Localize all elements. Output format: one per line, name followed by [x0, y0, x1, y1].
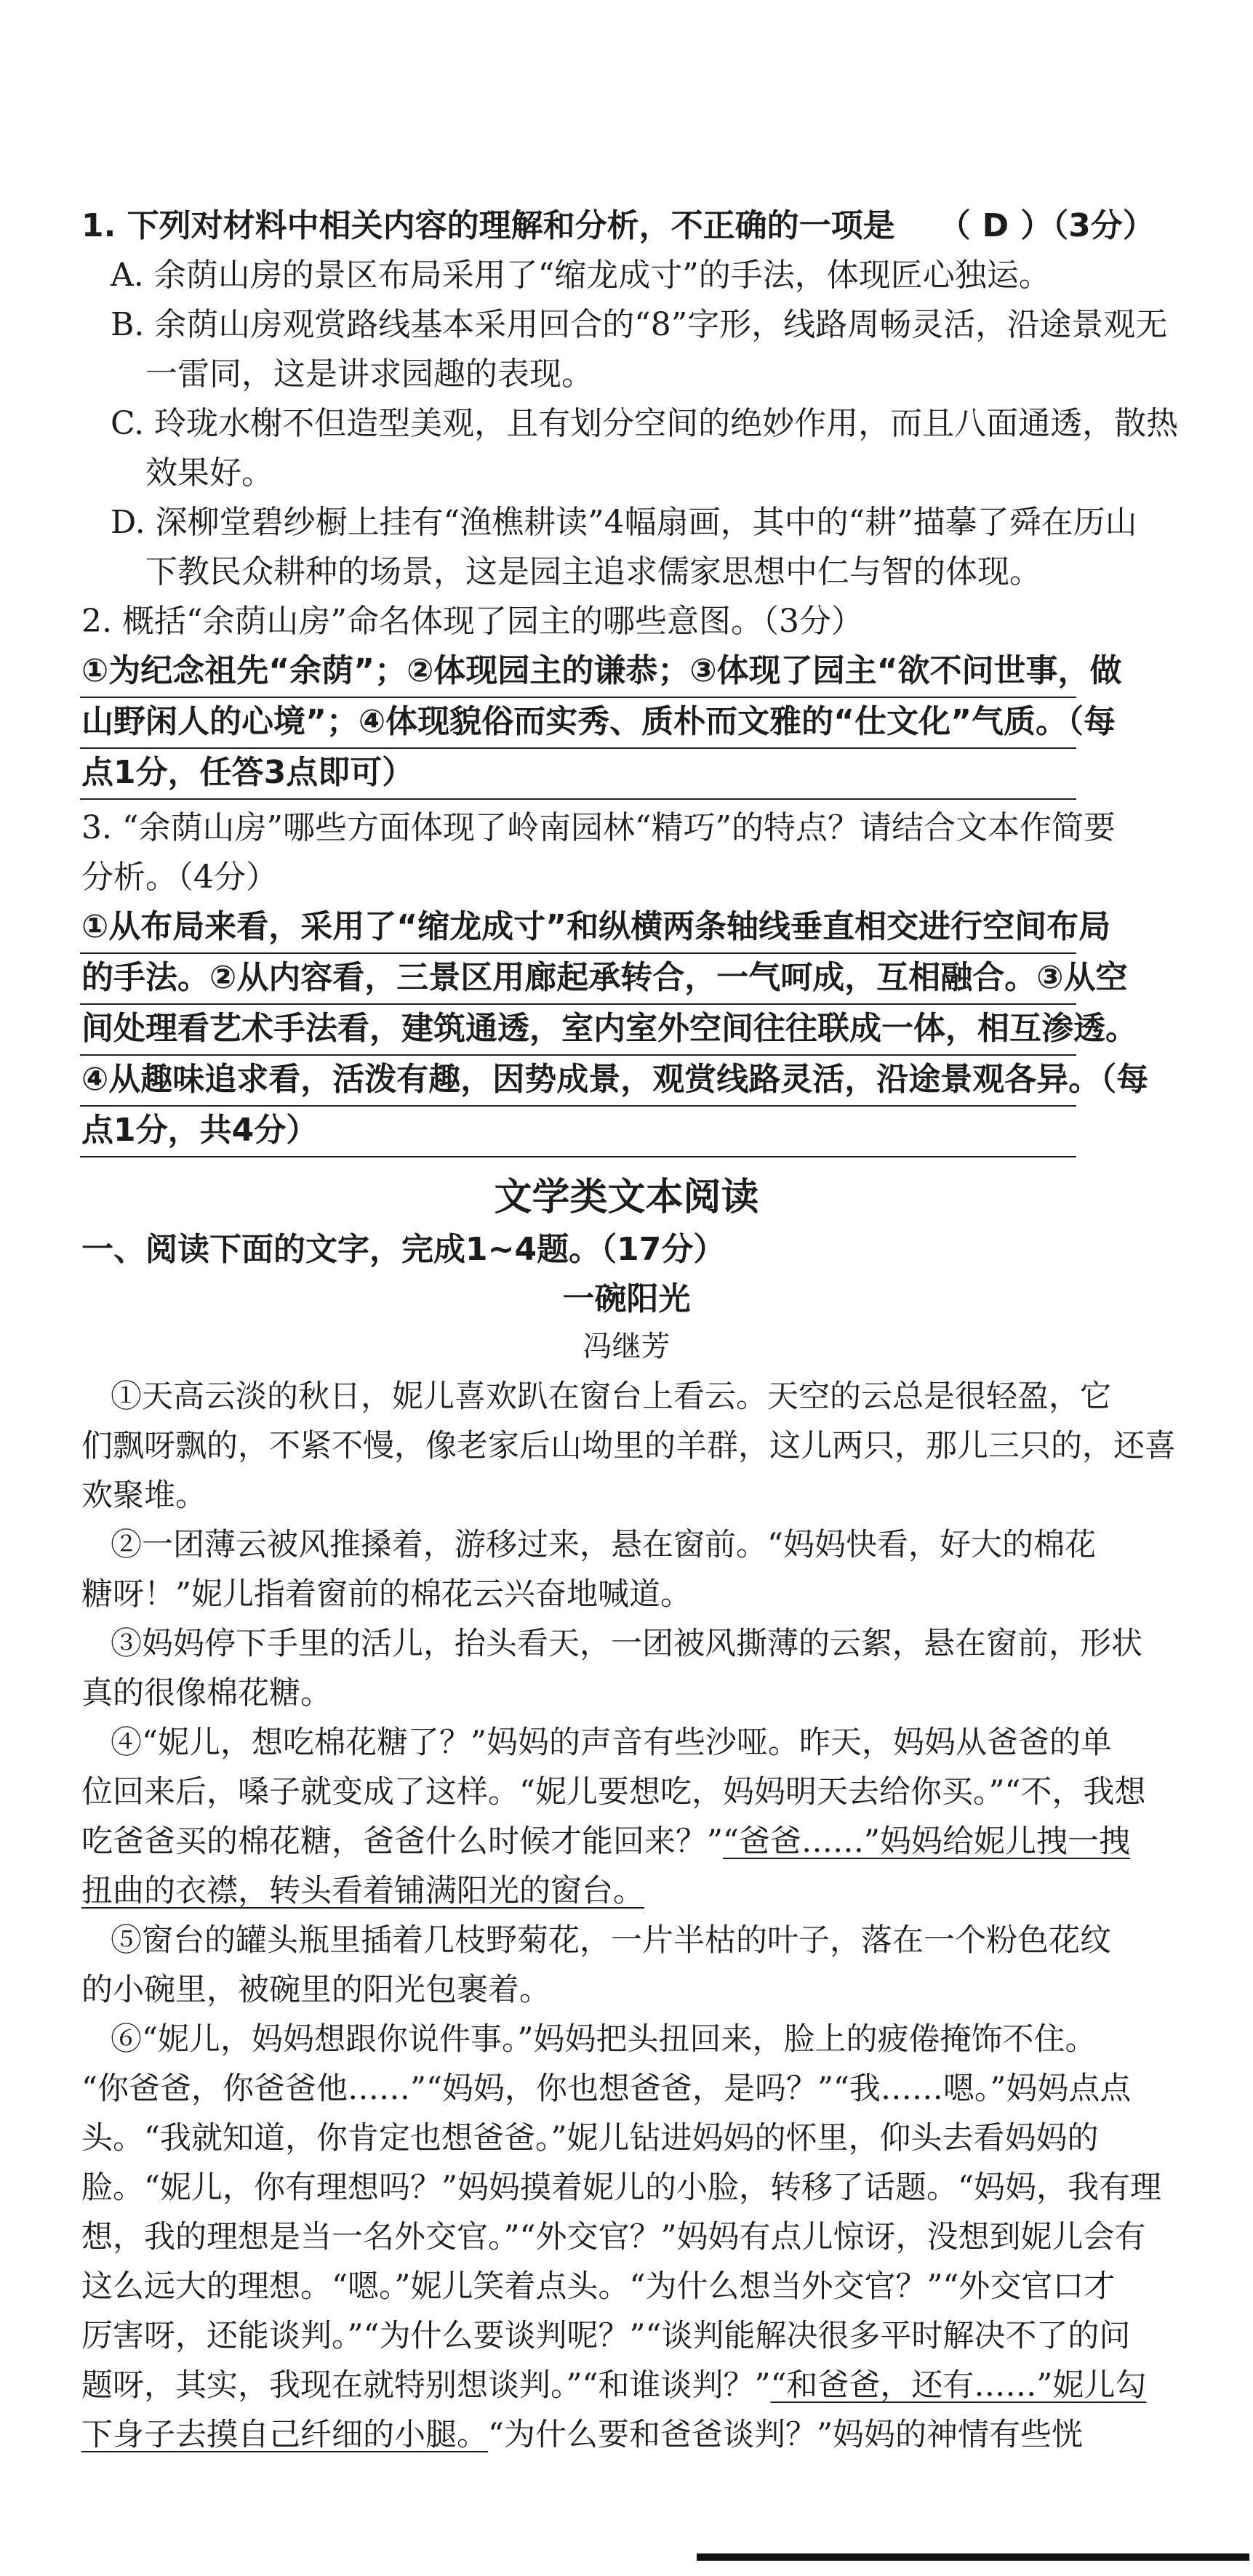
option-a: A. 余荫山房的景区布局采用了“缩龙成寸”的手法，体现匠心独运。: [111, 257, 1051, 294]
underlined-sentence: 扭曲的衣襟，转头看着铺满阳光的窗台。: [81, 1873, 644, 1909]
underlined-sentence: “和爸爸，还有……”妮儿勾: [770, 2367, 1147, 2404]
paragraph-6-line: “你爸爸，你爸爸他……”“妈妈，你也想爸爸，是吗？”“我……嗯。”妈妈点点: [81, 2071, 1132, 2107]
paragraph-2-line: 糖呀！”妮儿指着窗前的棉花云兴奋地喊道。: [81, 1576, 692, 1613]
paragraph-6-line: 这么远大的理想。“嗯。”妮儿笑着点头。“为什么想当外交官？”“外交官口才: [81, 2268, 1116, 2305]
option-b: B. 余荫山房观赏路线基本采用回合的“8”字形，线路周畅灵活，沿途景观无: [111, 306, 1168, 343]
paragraph-3-line: 真的很像棉花糖。: [81, 1675, 332, 1712]
paragraph-1-line: 欢聚堆。: [81, 1477, 207, 1514]
answer-rule: [80, 952, 1076, 954]
question-1-score: （3分）: [1052, 207, 1155, 244]
story-author: 冯继芳: [583, 1330, 670, 1363]
story-title: 一碗阳光: [562, 1280, 691, 1317]
underlined-sentence: 下身子去摸自己纤细的小腿。: [81, 2417, 488, 2453]
paragraph-6-line: 脸。“妮儿，你有理想吗？”妈妈摸着妮儿的小脸，转移了话题。“妈妈，我有理: [81, 2170, 1161, 2206]
paragraph-6-line: [81, 2363, 1146, 2408]
option-b-cont: 一雷同，这是讲求园趣的表现。: [145, 356, 593, 393]
question-1-answer: D: [982, 207, 1009, 244]
paragraph-3-line: ③妈妈停下手里的活儿，抬头看天，一团被风撕薄的云絮，悬在窗前，形状: [111, 1626, 1142, 1662]
answer-rule: [80, 747, 1076, 749]
question-3-stem-cont: 分析。（4分）: [81, 859, 278, 896]
question-3-answer-line: 间处理看艺术手法看，建筑通透，室内室外空间往往联成一体，相互渗透。: [81, 1010, 1137, 1047]
option-c-cont: 效果好。: [145, 454, 273, 491]
paragraph-6-line: [81, 2412, 1083, 2457]
answer-bracket-close: ）: [1020, 207, 1053, 244]
paragraph-2-line: ②一团薄云被风推搡着，游移过来，悬在窗前。“妈妈快看，好大的棉花: [111, 1527, 1096, 1563]
option-d: D. 深柳堂碧纱橱上挂有“渔樵耕读”4幅扇画，其中的“耕”描摹了舜在历山: [111, 504, 1137, 541]
question-3-answer-line: ④从趣味追求看，活泼有趣，因势成景，观赏线路灵活，沿途景观各异。（每: [81, 1061, 1149, 1098]
question-2-stem: 2. 概括“余荫山房”命名体现了园主的哪些意图。（3分）: [81, 603, 863, 640]
question-3-answer-line: ①从布局来看，采用了“缩龙成寸”和纵横两条轴线垂直相交进行空间布局: [81, 908, 1111, 945]
section-title: 文学类文本阅读: [494, 1176, 759, 1219]
question-1-text: 1. 下列对材料中相关内容的理解和分析，不正确的一项是: [81, 207, 895, 244]
paragraph-4-line: [81, 1819, 1130, 1864]
paragraph-5-line: 的小碗里，被碗里的阳光包裹着。: [81, 1972, 551, 2008]
paragraph-4-text: 吃爸爸买的棉花糖，爸爸什么时候才能回来？”: [81, 1823, 723, 1860]
answer-rule: [80, 798, 1076, 800]
underlined-sentence: “爸爸……”妈妈给妮儿拽一拽: [722, 1823, 1130, 1860]
paragraph-6-line: 头。“我就知道，你肯定也想爸爸。”妮儿钻进妈妈的怀里，仰头去看妈妈的: [81, 2120, 1099, 2156]
answer-rule: [80, 1054, 1076, 1056]
paragraph-5-line: ⑤窗台的罐头瓶里插着几枝野菊花，一片半枯的叶子，落在一个粉色花纹: [111, 1922, 1111, 1959]
paragraph-4-line: 位回来后，嗓子就变成了这样。“妮儿要想吃，妈妈明天去给你买。”“不，我想: [81, 1774, 1146, 1810]
paragraph-1-line: ①天高云淡的秋日，妮儿喜欢趴在窗台上看云。天空的云总是很轻盈，它: [111, 1379, 1111, 1415]
answer-rule: [80, 1003, 1076, 1005]
question-2-answer-line: 点1分，任答3点即可）: [81, 754, 415, 791]
paragraph-6-line: 厉害呀，还能谈判。”“为什么要谈判呢？”“谈判能解决很多平时解决不了的问: [81, 2318, 1131, 2354]
question-3-answer-line: 的手法。②从内容看，三景区用廊起承转合，一气呵成，互相融合。③从空: [81, 959, 1128, 996]
question-3-answer-line: 点1分，共4分）: [81, 1112, 319, 1149]
question-2-answer-line: 山野闲人的心境”；④体现貌俗而实秀、质朴而文雅的“仕文化”气质。（每: [81, 703, 1116, 740]
page-bottom-bar: [697, 2553, 1249, 2561]
answer-rule: [80, 1156, 1076, 1157]
option-d-cont: 下教民众耕种的场景，这是园主追求儒家思想中仁与智的体现。: [145, 553, 1041, 590]
option-c: C. 玲珑水榭不但造型美观，且有划分空间的绝妙作用，而且八面通透，散热: [111, 405, 1179, 442]
paragraph-6-text: 题呀，其实，我现在就特别想谈判。”“和谁谈判？”: [81, 2367, 771, 2404]
paragraph-6-line: 想，我的理想是当一名外交官。”“外交官？”妈妈有点儿惊讶，没想到妮儿会有: [81, 2219, 1146, 2255]
answer-rule: [80, 697, 1076, 698]
question-2-answer-line: ①为纪念祖先“余荫”；②体现园主的谦恭；③体现了园主“欲不问世事，做: [81, 652, 1122, 689]
paragraph-6-line: ⑥“妮儿，妈妈想跟你说件事。”妈妈把头扭回来，脸上的疲倦掩饰不住。: [111, 2021, 1097, 2058]
section-instruction: 一、阅读下面的文字，完成1~4题。（17分）: [81, 1231, 726, 1268]
paragraph-4-line: [81, 1869, 644, 1914]
question-3-stem: 3. “余荫山房”哪些方面体现了岭南园林“精巧”的特点？请结合文本作简要: [81, 809, 1116, 846]
paragraph-1-line: 们飘呀飘的，不紧不慢，像老家后山坳里的羊群，这儿两只，那儿三只的，还喜: [81, 1428, 1176, 1464]
paragraph-4-line: ④“妮儿，想吃棉花糖了？”妈妈的声音有些沙哑。昨天，妈妈从爸爸的单: [111, 1725, 1112, 1761]
paragraph-6-text: “为什么要和爸爸谈判？”妈妈的神情有些恍: [488, 2417, 1083, 2453]
answer-bracket-open: （: [938, 207, 971, 244]
answer-rule: [80, 1105, 1076, 1107]
question-1-stem: [81, 204, 1155, 249]
